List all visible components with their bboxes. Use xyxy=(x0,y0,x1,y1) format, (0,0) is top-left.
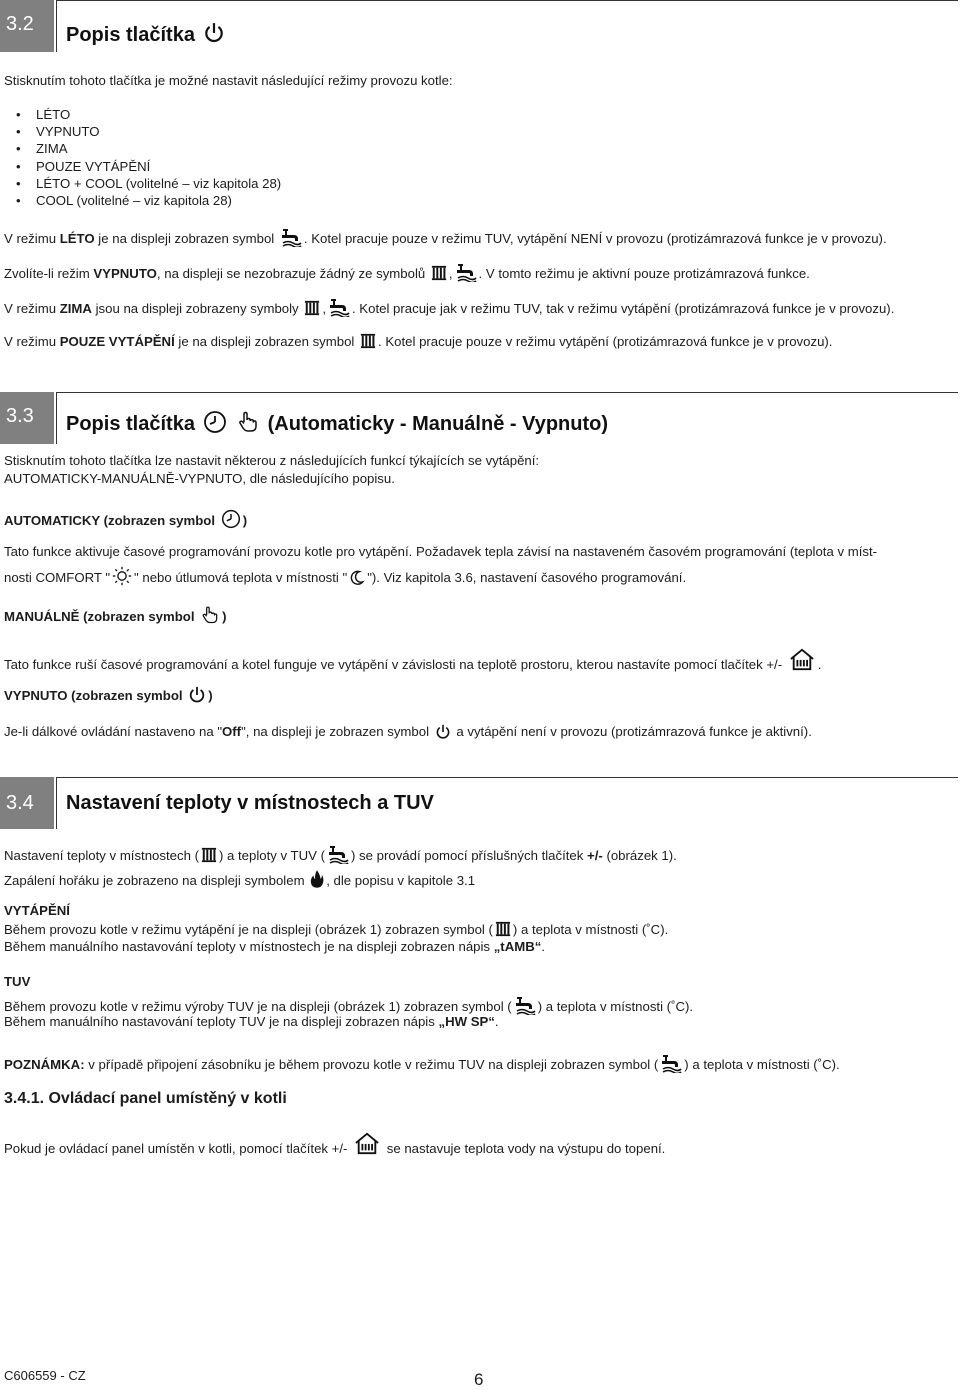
tap-icon xyxy=(455,262,477,282)
paragraph: Pokud je ovládací panel umístěn v kotli, pomocí tlačítek +/- se nastavuje teplota vody na výstupu do topení. xyxy=(4,1131,665,1158)
list-item: • COOL (volitelné – viz kapitola 28) xyxy=(8,192,281,209)
paragraph: Zapálení hořáku je zobrazeno na displeji symbolem , dle popisu v kapitole 3.1 xyxy=(4,869,475,890)
flame-icon xyxy=(310,869,324,889)
mode-list xyxy=(8,106,281,209)
radiator-icon xyxy=(495,920,511,938)
list-item: • LÉTO xyxy=(8,106,281,123)
paragraph: nosti COMFORT " " nebo útlumová teplota v místnosti " "). Viz kapitola 3.6, nastavení časového programování. xyxy=(4,566,686,587)
paragraph: AUTOMATICKY-MANUÁLNĚ-VYPNUTO, dle následujícího popisu. xyxy=(4,471,395,486)
paragraph: Během provozu kotle v režimu vytápění je na displeji (obrázek 1) zobrazen symbol ( ) a teplota v místnosti (˚C). xyxy=(4,922,669,937)
note: POZNÁMKA: v případě připojení zásobníku je během provozu kotle v režimu TUV na displeji zobrazen symbol ( ) a teplota v místnosti (˚C). xyxy=(4,1053,840,1074)
section-number: 3.4 xyxy=(0,777,54,829)
paragraph: Během manuálního nastavování teploty v místnostech je na displeji zobrazen nápis „tAMB“. xyxy=(4,939,545,954)
section-title: Popis tlačítka xyxy=(66,22,227,47)
paragraph: Nastavení teploty v místnostech ( ) a teploty v TUV ( ) se provádí pomocí příslušných tlačítek +/- (obrázek 1). xyxy=(4,844,677,865)
power-icon xyxy=(188,686,206,704)
tap-icon xyxy=(660,1053,682,1073)
section-number: 3.3 xyxy=(0,392,54,444)
tap-icon xyxy=(280,227,302,247)
clock-icon xyxy=(221,509,241,529)
paragraph: Je-li dálkové ovládání nastaveno na "Off", na displeji je zobrazen symbol a vytápění není v provozu (protizámrazová funkce je aktivní). xyxy=(4,724,812,739)
section-title: Popis tlačítka (Automaticky - Manuálně - Vypnuto) xyxy=(66,410,608,436)
sun-icon xyxy=(112,566,132,586)
section-rule xyxy=(56,392,958,393)
section-number: 3.2 xyxy=(0,0,54,52)
section-rule xyxy=(56,392,57,444)
paragraph: V režimu LÉTO je na displeji zobrazen symbol . Kotel pracuje pouze v režimu TUV, vytápění NENÍ v provozu (protizámrazová funkce je v provozu). xyxy=(4,227,887,248)
paragraph: Tato funkce aktivuje časové programování provozu kotle pro vytápění. Požadavek tepla závisí na nastaveném časovém programování (teplota v míst- xyxy=(4,544,878,559)
section-rule xyxy=(56,0,958,1)
power-icon xyxy=(203,22,225,44)
paragraph: Zvolíte-li režim VYPNUTO, na displeji se nezobrazuje žádný ze symbolů , . V tomto režimu je aktivní pouze protizámrazová funkce. xyxy=(4,262,810,283)
subheading: MANUÁLNĚ (zobrazen symbol ) xyxy=(4,605,227,625)
radiator-icon xyxy=(360,332,376,350)
tap-icon xyxy=(327,844,349,864)
page-number: 6 xyxy=(474,1370,484,1389)
subheading: VYTÁPĚNÍ xyxy=(4,903,70,918)
tap-icon xyxy=(328,297,350,317)
paragraph: Během provozu kotle v režimu výroby TUV je na displeji (obrázek 1) zobrazen symbol ( ) a teplota v místnosti (˚C). xyxy=(4,995,693,1016)
paragraph: V režimu POUZE VYTÁPĚNÍ je na displeji zobrazen symbol . Kotel pracuje pouze v režimu vytápění (protizámrazová funkce je v provozu). xyxy=(4,334,833,349)
paragraph: V režimu ZIMA jsou na displeji zobrazeny symboly , . Kotel pracuje jak v režimu TUV, tak v režimu vytápění (protizámrazová funkce je v provozu). xyxy=(4,297,894,318)
list-item: • LÉTO + COOL (volitelné – viz kapitola 28) xyxy=(8,175,281,192)
paragraph: Stisknutím tohoto tlačítka lze nastavit některou z následujících funkcí týkajících se vytápění: xyxy=(4,453,540,468)
paragraph: Stisknutím tohoto tlačítka je možné nastavit následující režimy provozu kotle: xyxy=(4,73,453,88)
subheading: VYPNUTO (zobrazen symbol ) xyxy=(4,688,213,703)
list-item: • ZIMA xyxy=(8,140,281,157)
subsection-title: 3.4.1. Ovládací panel umístěný v kotli xyxy=(4,1090,287,1107)
list-item: • VYPNUTO xyxy=(8,123,281,140)
clock-icon xyxy=(203,410,227,434)
house-radiator-icon xyxy=(788,647,816,671)
list-item: • POUZE VYTÁPĚNÍ xyxy=(8,158,281,175)
radiator-icon xyxy=(201,846,217,864)
hand-icon xyxy=(236,410,260,434)
power-icon xyxy=(435,724,451,740)
paragraph: Tato funkce ruší časové programování a kotel funguje ve vytápění v závislosti na teplotě prostoru, kterou nastavíte pomocí tlačítek +/- . xyxy=(4,647,821,674)
moon-icon xyxy=(349,570,365,586)
radiator-icon xyxy=(431,264,447,282)
section-title: Nastavení teploty v místnostech a TUV xyxy=(66,792,434,814)
paragraph: Během manuálního nastavování teploty TUV je na displeji zobrazen nápis „HW SP“. xyxy=(4,1014,499,1029)
document-code: C606559 - CZ xyxy=(4,1368,86,1383)
section-rule xyxy=(56,777,958,778)
house-radiator-icon xyxy=(353,1131,381,1155)
subheading: AUTOMATICKY (zobrazen symbol ) xyxy=(4,509,247,529)
tap-icon xyxy=(514,995,536,1015)
hand-icon xyxy=(200,605,220,625)
section-rule xyxy=(56,777,57,829)
section-rule xyxy=(56,0,57,52)
radiator-icon xyxy=(304,299,320,317)
subheading: TUV xyxy=(4,974,31,989)
